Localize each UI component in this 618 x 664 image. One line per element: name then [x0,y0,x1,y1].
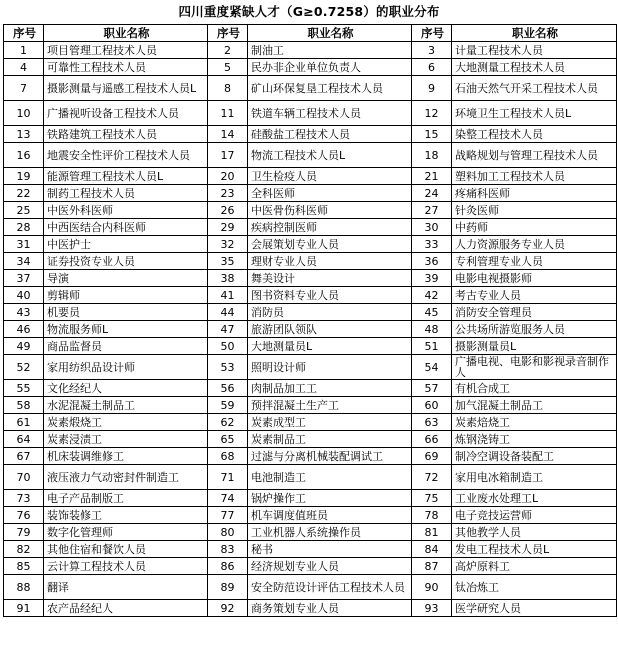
table-row [4,321,617,338]
table-row [4,465,617,490]
row-number-cell: 55 [4,380,44,397]
row-number-cell: 84 [412,541,452,558]
table-row [4,202,617,219]
table-row [4,431,617,448]
occupation-name-cell: 项目管理工程技术人员 [44,42,208,59]
occupation-name-cell: 疼痛科医师 [452,185,617,202]
occupation-name-cell: 塑料加工工程技术人员 [452,168,617,185]
occupation-name-cell: 炭素煅烧工 [44,414,208,431]
occupation-name-cell: 机床装调维修工 [44,448,208,465]
row-number-cell: 31 [4,236,44,253]
occupation-name-cell: 锅炉操作工 [248,490,412,507]
occupation-name-cell: 人力资源服务专业人员 [452,236,617,253]
occupation-name-cell: 可靠性工程技术人员 [44,59,208,76]
row-number-cell: 73 [4,490,44,507]
table-row [4,380,617,397]
row-number-cell: 80 [208,524,248,541]
row-number-cell: 92 [208,600,248,617]
row-number-cell: 38 [208,270,248,287]
row-number-cell: 89 [208,575,248,600]
row-number-cell: 17 [208,143,248,168]
occupation-name-cell: 地震安全性评价工程技术人员 [44,143,208,168]
row-number-cell: 36 [412,253,452,270]
occupation-name-cell: 广播电视、电影和影视录音制作人 [452,355,617,380]
row-number-cell: 47 [208,321,248,338]
occupation-name-cell: 染整工程技术人员 [452,126,617,143]
row-number-cell: 51 [412,338,452,355]
occupation-name-cell: 高炉原料工 [452,558,617,575]
row-number-cell: 62 [208,414,248,431]
row-number-cell: 63 [412,414,452,431]
occupation-name-cell: 卫生检疫人员 [248,168,412,185]
row-number-cell: 16 [4,143,44,168]
occupation-name-cell: 工业机器人系统操作员 [248,524,412,541]
table-row [4,59,617,76]
occupation-table [3,24,617,617]
row-number-cell: 29 [208,219,248,236]
table-row [4,126,617,143]
row-number-cell: 82 [4,541,44,558]
table-row [4,76,617,101]
occupation-name-cell: 战略规划与管理工程技术人员 [452,143,617,168]
table-row [4,575,617,600]
row-number-cell: 32 [208,236,248,253]
occupation-name-cell: 炭素制品工 [248,431,412,448]
row-number-cell: 76 [4,507,44,524]
row-number-cell: 37 [4,270,44,287]
table-row [4,253,617,270]
header-number-1: 序号 [4,25,44,42]
row-number-cell: 12 [412,101,452,126]
row-number-cell: 1 [4,42,44,59]
occupation-name-cell: 数字化管理师 [44,524,208,541]
table-row [4,287,617,304]
table-row [4,507,617,524]
occupation-name-cell: 家用纺织品设计师 [44,355,208,380]
occupation-name-cell: 电子产品制版工 [44,490,208,507]
occupation-name-cell: 摄影测量与遥感工程技术人员L [44,76,208,101]
occupation-name-cell: 矿山环保复垦工程技术人员 [248,76,412,101]
row-number-cell: 23 [208,185,248,202]
row-number-cell: 2 [208,42,248,59]
row-number-cell: 74 [208,490,248,507]
row-number-cell: 69 [412,448,452,465]
occupation-name-cell: 能源管理工程技术人员L [44,168,208,185]
occupation-name-cell: 预拌混凝土生产工 [248,397,412,414]
table-row [4,558,617,575]
row-number-cell: 13 [4,126,44,143]
occupation-name-cell: 医学研究人员 [452,600,617,617]
occupation-name-cell: 其他教学人员 [452,524,617,541]
row-number-cell: 59 [208,397,248,414]
table-row [4,490,617,507]
row-number-cell: 34 [4,253,44,270]
header-number-3: 序号 [412,25,452,42]
table-row [4,448,617,465]
occupation-name-cell: 剪辑师 [44,287,208,304]
occupation-name-cell: 全科医师 [248,185,412,202]
occupation-name-cell: 大地测量工程技术人员 [452,59,617,76]
row-number-cell: 75 [412,490,452,507]
row-number-cell: 46 [4,321,44,338]
row-number-cell: 4 [4,59,44,76]
table-row [4,101,617,126]
table-row [4,168,617,185]
occupation-name-cell: 电池制造工 [248,465,412,490]
row-number-cell: 77 [208,507,248,524]
row-number-cell: 65 [208,431,248,448]
occupation-name-cell: 会展策划专业人员 [248,236,412,253]
table-row [4,143,617,168]
occupation-name-cell: 环境卫生工程技术人员L [452,101,617,126]
occupation-name-cell: 文化经纪人 [44,380,208,397]
row-number-cell: 24 [412,185,452,202]
occupation-name-cell: 消防员 [248,304,412,321]
occupation-name-cell: 广播视听设备工程技术人员 [44,101,208,126]
row-number-cell: 25 [4,202,44,219]
row-number-cell: 22 [4,185,44,202]
occupation-name-cell: 炼钢浇铸工 [452,431,617,448]
occupation-name-cell: 有机合成工 [452,380,617,397]
occupation-name-cell: 炭素浸渍工 [44,431,208,448]
table-row [4,42,617,59]
row-number-cell: 86 [208,558,248,575]
occupation-name-cell: 专利管理专业人员 [452,253,617,270]
occupation-name-cell: 制冷空调设备装配工 [452,448,617,465]
row-number-cell: 87 [412,558,452,575]
row-number-cell: 67 [4,448,44,465]
row-number-cell: 26 [208,202,248,219]
occupation-name-cell: 电子竞技运营师 [452,507,617,524]
table-row [4,185,617,202]
row-number-cell: 66 [412,431,452,448]
row-number-cell: 85 [4,558,44,575]
row-number-cell: 21 [412,168,452,185]
occupation-name-cell: 秘书 [248,541,412,558]
row-number-cell: 50 [208,338,248,355]
occupation-name-cell: 炭素焙烧工 [452,414,617,431]
occupation-name-cell: 大地测量员L [248,338,412,355]
row-number-cell: 19 [4,168,44,185]
occupation-name-cell: 物流服务师L [44,321,208,338]
occupation-name-cell: 安全防范设计评估工程技术人员 [248,575,412,600]
occupation-name-cell: 铁路建筑工程技术人员 [44,126,208,143]
row-number-cell: 91 [4,600,44,617]
occupation-name-cell: 工业废水处理工L [452,490,617,507]
occupation-name-cell: 物流工程技术人员L [248,143,412,168]
row-number-cell: 11 [208,101,248,126]
occupation-name-cell: 照明设计师 [248,355,412,380]
row-number-cell: 40 [4,287,44,304]
occupation-name-cell: 炭素成型工 [248,414,412,431]
occupation-name-cell: 旅游团队领队 [248,321,412,338]
occupation-name-cell: 铁道车辆工程技术人员 [248,101,412,126]
table-row [4,414,617,431]
row-number-cell: 60 [412,397,452,414]
occupation-name-cell: 机要员 [44,304,208,321]
table-row [4,236,617,253]
row-number-cell: 49 [4,338,44,355]
table-row [4,397,617,414]
table-title: 四川重度紧缺人才（G≥0.7258）的职业分布 [178,4,440,19]
row-number-cell: 57 [412,380,452,397]
occupation-name-cell: 民办非企业单位负责人 [248,59,412,76]
row-number-cell: 48 [412,321,452,338]
occupation-name-cell: 商品监督员 [44,338,208,355]
row-number-cell: 43 [4,304,44,321]
occupation-name-cell: 消防安全管理员 [452,304,617,321]
occupation-name-cell: 中医骨伤科医师 [248,202,412,219]
occupation-name-cell: 中药师 [452,219,617,236]
occupation-name-cell: 中医护士 [44,236,208,253]
row-number-cell: 79 [4,524,44,541]
table-row [4,219,617,236]
occupation-name-cell: 加气混凝土制品工 [452,397,617,414]
row-number-cell: 9 [412,76,452,101]
occupation-name-cell: 公共场所游览服务人员 [452,321,617,338]
occupation-name-cell: 针灸医师 [452,202,617,219]
occupation-name-cell: 电影电视摄影师 [452,270,617,287]
row-number-cell: 68 [208,448,248,465]
occupation-name-cell: 云计算工程技术人员 [44,558,208,575]
occupation-name-cell: 理财专业人员 [248,253,412,270]
row-number-cell: 30 [412,219,452,236]
occupation-name-cell: 图书资料专业人员 [248,287,412,304]
row-number-cell: 27 [412,202,452,219]
table-row [4,270,617,287]
row-number-cell: 64 [4,431,44,448]
occupation-name-cell: 中医外科医师 [44,202,208,219]
occupation-name-cell: 制油工 [248,42,412,59]
row-number-cell: 83 [208,541,248,558]
row-number-cell: 81 [412,524,452,541]
row-number-cell: 6 [412,59,452,76]
row-number-cell: 71 [208,465,248,490]
row-number-cell: 56 [208,380,248,397]
occupation-name-cell: 装饰装修工 [44,507,208,524]
occupation-name-cell: 水泥混凝土制品工 [44,397,208,414]
row-number-cell: 7 [4,76,44,101]
table-row [4,524,617,541]
table-body [4,42,617,617]
row-number-cell: 88 [4,575,44,600]
row-number-cell: 45 [412,304,452,321]
table-row [4,338,617,355]
occupation-name-cell: 商务策划专业人员 [248,600,412,617]
occupation-name-cell: 机车调度值班员 [248,507,412,524]
occupation-name-cell: 经济规划专业人员 [248,558,412,575]
header-row [4,25,617,42]
occupation-name-cell: 肉制品加工工 [248,380,412,397]
row-number-cell: 33 [412,236,452,253]
occupation-name-cell: 硅酸盐工程技术人员 [248,126,412,143]
row-number-cell: 72 [412,465,452,490]
table-row [4,355,617,380]
occupation-name-cell: 考古专业人员 [452,287,617,304]
occupation-name-cell: 摄影测量员L [452,338,617,355]
row-number-cell: 42 [412,287,452,304]
row-number-cell: 78 [412,507,452,524]
row-number-cell: 35 [208,253,248,270]
occupation-name-cell: 液压液力气动密封件制造工 [44,465,208,490]
row-number-cell: 44 [208,304,248,321]
occupation-name-cell: 过滤与分离机械装配调试工 [248,448,412,465]
occupation-name-cell: 导演 [44,270,208,287]
row-number-cell: 52 [4,355,44,380]
row-number-cell: 5 [208,59,248,76]
occupation-name-cell: 农产品经纪人 [44,600,208,617]
row-number-cell: 18 [412,143,452,168]
row-number-cell: 53 [208,355,248,380]
occupation-name-cell: 计量工程技术人员 [452,42,617,59]
occupation-name-cell: 其他住宿和餐饮人员 [44,541,208,558]
header-occupation-2: 职业名称 [248,25,412,42]
row-number-cell: 20 [208,168,248,185]
occupation-name-cell: 证券投资专业人员 [44,253,208,270]
row-number-cell: 58 [4,397,44,414]
row-number-cell: 14 [208,126,248,143]
table-row [4,600,617,617]
row-number-cell: 93 [412,600,452,617]
row-number-cell: 54 [412,355,452,380]
row-number-cell: 90 [412,575,452,600]
row-number-cell: 28 [4,219,44,236]
row-number-cell: 61 [4,414,44,431]
occupation-name-cell: 家用电冰箱制造工 [452,465,617,490]
row-number-cell: 41 [208,287,248,304]
occupation-name-cell: 中西医结合内科医师 [44,219,208,236]
occupation-name-cell: 发电工程技术人员L [452,541,617,558]
occupation-name-cell: 疾病控制医师 [248,219,412,236]
occupation-name-cell: 石油天然气开采工程技术人员 [452,76,617,101]
header-occupation-1: 职业名称 [44,25,208,42]
row-number-cell: 39 [412,270,452,287]
occupation-name-cell: 钛冶炼工 [452,575,617,600]
header-number-2: 序号 [208,25,248,42]
row-number-cell: 8 [208,76,248,101]
row-number-cell: 10 [4,101,44,126]
row-number-cell: 15 [412,126,452,143]
occupation-name-cell: 制药工程技术人员 [44,185,208,202]
occupation-name-cell: 翻译 [44,575,208,600]
table-row [4,541,617,558]
occupation-name-cell: 舞美设计 [248,270,412,287]
header-occupation-3: 职业名称 [452,25,617,42]
row-number-cell: 3 [412,42,452,59]
row-number-cell: 70 [4,465,44,490]
table-row [4,304,617,321]
